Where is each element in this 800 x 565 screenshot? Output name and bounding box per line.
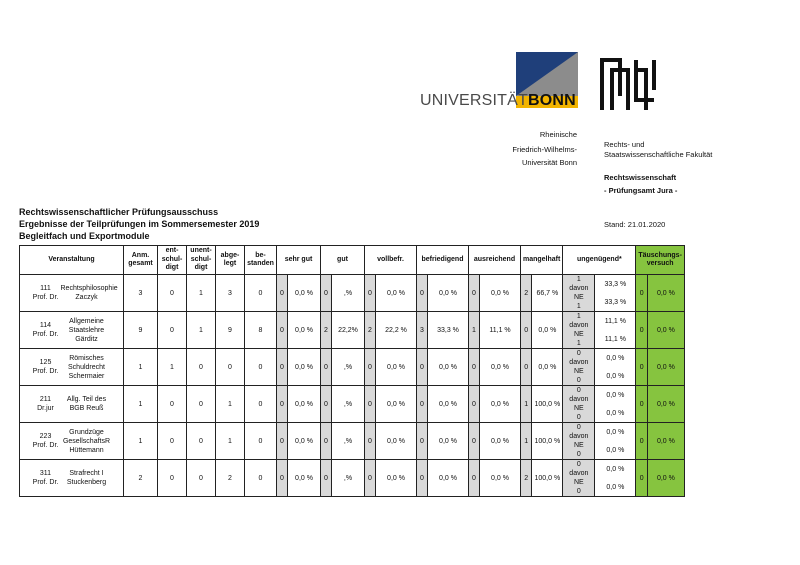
cell-ent: 0: [158, 423, 187, 460]
col-abge: abge- legt: [216, 246, 245, 275]
cell-ungen-percent: 0,0 % 0,0 %: [595, 460, 636, 497]
cell-gut-count: 0: [321, 386, 332, 423]
cell-befr-count: 0: [417, 349, 428, 386]
cell-vollbefr-count: 0: [365, 423, 376, 460]
cell-abge: 2: [216, 460, 245, 497]
cell-sehrgut-count: 0: [277, 275, 288, 312]
cell-ausr-count: 0: [469, 386, 480, 423]
cell-anm: 1: [124, 349, 158, 386]
col-sehrgut: sehr gut: [277, 246, 321, 275]
cell-ungen-count: 1 davon NE 1: [563, 275, 595, 312]
cell-mangel-count: 2: [521, 460, 532, 497]
table-row: [20, 386, 685, 423]
cell-ent: 0: [158, 460, 187, 497]
faculty-line-2: Staatswissenschaftliche Fakultät: [604, 150, 713, 159]
university-logo: [420, 52, 580, 110]
cell-anm: 2: [124, 460, 158, 497]
table-row: [20, 423, 685, 460]
cell-sehrgut-count: 0: [277, 349, 288, 386]
cell-sehrgut-percent: 0,0 %: [288, 423, 321, 460]
cell-taeusch-percent: 0,0 %: [647, 386, 684, 423]
cell-ungen-count: 0 davon NE 0: [563, 460, 595, 497]
cell-anm: 1: [124, 423, 158, 460]
cell-ungen-percent: 33,3 % 33,3 %: [595, 275, 636, 312]
uni-line-3: Universität Bonn: [521, 158, 577, 167]
cell-ungen-count: 0 davon NE 0: [563, 423, 595, 460]
cell-vollbefr-count: 0: [365, 349, 376, 386]
table-header-row: [20, 246, 685, 275]
cell-veranstaltung: 211 Dr.jurAllg. Teil des BGB Reuß: [20, 386, 124, 423]
cell-mangel-percent: 100,0 %: [532, 460, 563, 497]
cell-taeusch-percent: 0,0 %: [647, 312, 684, 349]
cell-ent: 0: [158, 275, 187, 312]
cell-ausr-count: 1: [469, 312, 480, 349]
cell-befr-count: 0: [417, 386, 428, 423]
cell-ausr-percent: 0,0 %: [480, 423, 521, 460]
cell-vollbefr-count: 0: [365, 460, 376, 497]
col-unent: unent- schul- digt: [187, 246, 216, 275]
cell-unent: 0: [187, 349, 216, 386]
cell-ungen-percent: 0,0 % 0,0 %: [595, 349, 636, 386]
cell-sehrgut-count: 0: [277, 312, 288, 349]
cell-gut-percent: ,%: [332, 386, 365, 423]
cell-mangel-percent: 0,0 %: [532, 312, 563, 349]
cell-mangel-percent: 100,0 %: [532, 423, 563, 460]
cell-befr-percent: 0,0 %: [428, 349, 469, 386]
cell-ungen-percent: 0,0 % 0,0 %: [595, 386, 636, 423]
cell-taeusch-count: 0: [636, 460, 648, 497]
cell-ausr-count: 0: [469, 275, 480, 312]
cell-taeusch-percent: 0,0 %: [647, 423, 684, 460]
cell-abge: 0: [216, 349, 245, 386]
cell-anm: 3: [124, 275, 158, 312]
cell-vollbefr-count: 2: [365, 312, 376, 349]
cell-taeusch-percent: 0,0 %: [647, 349, 684, 386]
title-line-1: Rechtswissenschaftlicher Prüfungsausschuss: [19, 207, 219, 217]
cell-vollbefr-percent: 0,0 %: [376, 349, 417, 386]
cell-ausr-percent: 0,0 %: [480, 386, 521, 423]
col-ausr: ausreichend: [469, 246, 521, 275]
cell-sehrgut-count: 0: [277, 460, 288, 497]
col-befr: befriedigend: [417, 246, 469, 275]
cell-abge: 3: [216, 275, 245, 312]
faculty-line-1: Rechts- und: [604, 140, 645, 149]
cell-ungen-percent: 11,1 % 11,1 %: [595, 312, 636, 349]
cell-ent: 1: [158, 349, 187, 386]
cell-sehrgut-count: 0: [277, 386, 288, 423]
cell-taeusch-count: 0: [636, 386, 648, 423]
cell-ausr-count: 0: [469, 423, 480, 460]
col-mangel: mangelhaft: [521, 246, 563, 275]
cell-gut-percent: ,%: [332, 423, 365, 460]
cell-abge: 9: [216, 312, 245, 349]
cell-best: 8: [245, 312, 277, 349]
cell-gut-percent: ,%: [332, 275, 365, 312]
cell-mangel-percent: 100,0 %: [532, 386, 563, 423]
cell-sehrgut-percent: 0,0 %: [288, 386, 321, 423]
cell-best: 0: [245, 423, 277, 460]
faculty-logo-icon: [598, 56, 658, 112]
cell-unent: 0: [187, 423, 216, 460]
cell-mangel-count: 1: [521, 386, 532, 423]
cell-gut-count: 0: [321, 275, 332, 312]
cell-veranstaltung: 114 Prof. Dr.Allgemeine Staatslehre Gärditz: [20, 312, 124, 349]
cell-taeusch-count: 0: [636, 349, 648, 386]
cell-vollbefr-percent: 0,0 %: [376, 386, 417, 423]
cell-unent: 0: [187, 386, 216, 423]
col-ungen: ungenügend*: [563, 246, 636, 275]
cell-ausr-percent: 0,0 %: [480, 349, 521, 386]
cell-unent: 1: [187, 275, 216, 312]
cell-vollbefr-percent: 0,0 %: [376, 423, 417, 460]
col-anm: Anm. gesamt: [124, 246, 158, 275]
cell-gut-count: 0: [321, 460, 332, 497]
cell-best: 0: [245, 349, 277, 386]
cell-sehrgut-percent: 0,0 %: [288, 349, 321, 386]
table-row: [20, 275, 685, 312]
cell-ausr-count: 0: [469, 349, 480, 386]
cell-mangel-count: 2: [521, 275, 532, 312]
cell-gut-count: 0: [321, 349, 332, 386]
logo-wordmark: UNIVERSITÄTBONN: [420, 92, 576, 109]
cell-befr-percent: 0,0 %: [428, 275, 469, 312]
cell-vollbefr-percent: 0,0 %: [376, 275, 417, 312]
cell-vollbefr-percent: 0,0 %: [376, 460, 417, 497]
cell-ausr-percent: 0,0 %: [480, 460, 521, 497]
cell-befr-percent: 0,0 %: [428, 386, 469, 423]
col-vollbefr: vollbefr.: [365, 246, 417, 275]
table-row: [20, 349, 685, 386]
col-gut: gut: [321, 246, 365, 275]
cell-ent: 0: [158, 312, 187, 349]
cell-befr-count: 0: [417, 275, 428, 312]
cell-ausr-percent: 0,0 %: [480, 275, 521, 312]
cell-befr-count: 0: [417, 460, 428, 497]
cell-sehrgut-count: 0: [277, 423, 288, 460]
cell-befr-percent: 0,0 %: [428, 423, 469, 460]
cell-sehrgut-percent: 0,0 %: [288, 312, 321, 349]
cell-veranstaltung: 223 Prof. Dr.Grundzüge GesellschaftsR Hüttemann: [20, 423, 124, 460]
cell-gut-percent: ,%: [332, 460, 365, 497]
col-ent: ent- schul- digt: [158, 246, 187, 275]
cell-abge: 1: [216, 386, 245, 423]
col-best: be- standen: [245, 246, 277, 275]
cell-gut-count: 2: [321, 312, 332, 349]
cell-anm: 9: [124, 312, 158, 349]
results-table: [19, 245, 685, 497]
cell-ausr-percent: 11,1 %: [480, 312, 521, 349]
table-row: [20, 312, 685, 349]
cell-best: 0: [245, 275, 277, 312]
cell-mangel-count: 0: [521, 349, 532, 386]
cell-mangel-percent: 66,7 %: [532, 275, 563, 312]
cell-befr-percent: 33,3 %: [428, 312, 469, 349]
cell-unent: 0: [187, 460, 216, 497]
cell-veranstaltung: 111 Prof. Dr.Rechtsphilosophie Zaczyk: [20, 275, 124, 312]
cell-mangel-count: 0: [521, 312, 532, 349]
cell-mangel-percent: 0,0 %: [532, 349, 563, 386]
cell-mangel-count: 1: [521, 423, 532, 460]
cell-ent: 0: [158, 386, 187, 423]
cell-ungen-count: 0 davon NE 0: [563, 386, 595, 423]
cell-unent: 1: [187, 312, 216, 349]
dept-title: Rechtswissenschaft: [604, 173, 677, 182]
dept-subtitle: - Prüfungsamt Jura -: [604, 186, 678, 195]
cell-gut-count: 0: [321, 423, 332, 460]
col-taeusch: Täuschungs- versuch: [636, 246, 685, 275]
col-veranstaltung: Veranstaltung: [20, 246, 124, 275]
cell-taeusch-percent: 0,0 %: [647, 460, 684, 497]
cell-sehrgut-percent: 0,0 %: [288, 275, 321, 312]
cell-veranstaltung: 311 Prof. Dr.Strafrecht I Stuckenberg: [20, 460, 124, 497]
cell-taeusch-count: 0: [636, 312, 648, 349]
cell-taeusch-percent: 0,0 %: [647, 275, 684, 312]
cell-befr-count: 0: [417, 423, 428, 460]
university-name-block: [480, 130, 577, 168]
cell-best: 0: [245, 460, 277, 497]
cell-abge: 1: [216, 423, 245, 460]
cell-veranstaltung: 125 Prof. Dr.Römisches Schuldrecht Schermaier: [20, 349, 124, 386]
cell-anm: 1: [124, 386, 158, 423]
cell-vollbefr-count: 0: [365, 386, 376, 423]
cell-ungen-count: 1 davon NE 1: [563, 312, 595, 349]
status-date: Stand: 21.01.2020: [604, 220, 666, 229]
title-line-2: Ergebnisse der Teilprüfungen im Sommersemester 2019: [19, 219, 260, 229]
cell-ungen-count: 0 davon NE 0: [563, 349, 595, 386]
cell-vollbefr-count: 0: [365, 275, 376, 312]
uni-line-2: Friedrich-Wilhelms-: [512, 145, 577, 154]
cell-taeusch-count: 0: [636, 275, 648, 312]
cell-taeusch-count: 0: [636, 423, 648, 460]
table-row: [20, 460, 685, 497]
cell-befr-count: 3: [417, 312, 428, 349]
title-line-3: Begleitfach und Exportmodule: [19, 231, 150, 241]
faculty-name-block: [604, 140, 784, 160]
cell-gut-percent: 22,2%: [332, 312, 365, 349]
cell-befr-percent: 0,0 %: [428, 460, 469, 497]
cell-gut-percent: ,%: [332, 349, 365, 386]
cell-ungen-percent: 0,0 % 0,0 %: [595, 423, 636, 460]
cell-sehrgut-percent: 0,0 %: [288, 460, 321, 497]
uni-line-1: Rheinische: [539, 130, 577, 139]
cell-ausr-count: 0: [469, 460, 480, 497]
cell-vollbefr-percent: 22,2 %: [376, 312, 417, 349]
cell-best: 0: [245, 386, 277, 423]
